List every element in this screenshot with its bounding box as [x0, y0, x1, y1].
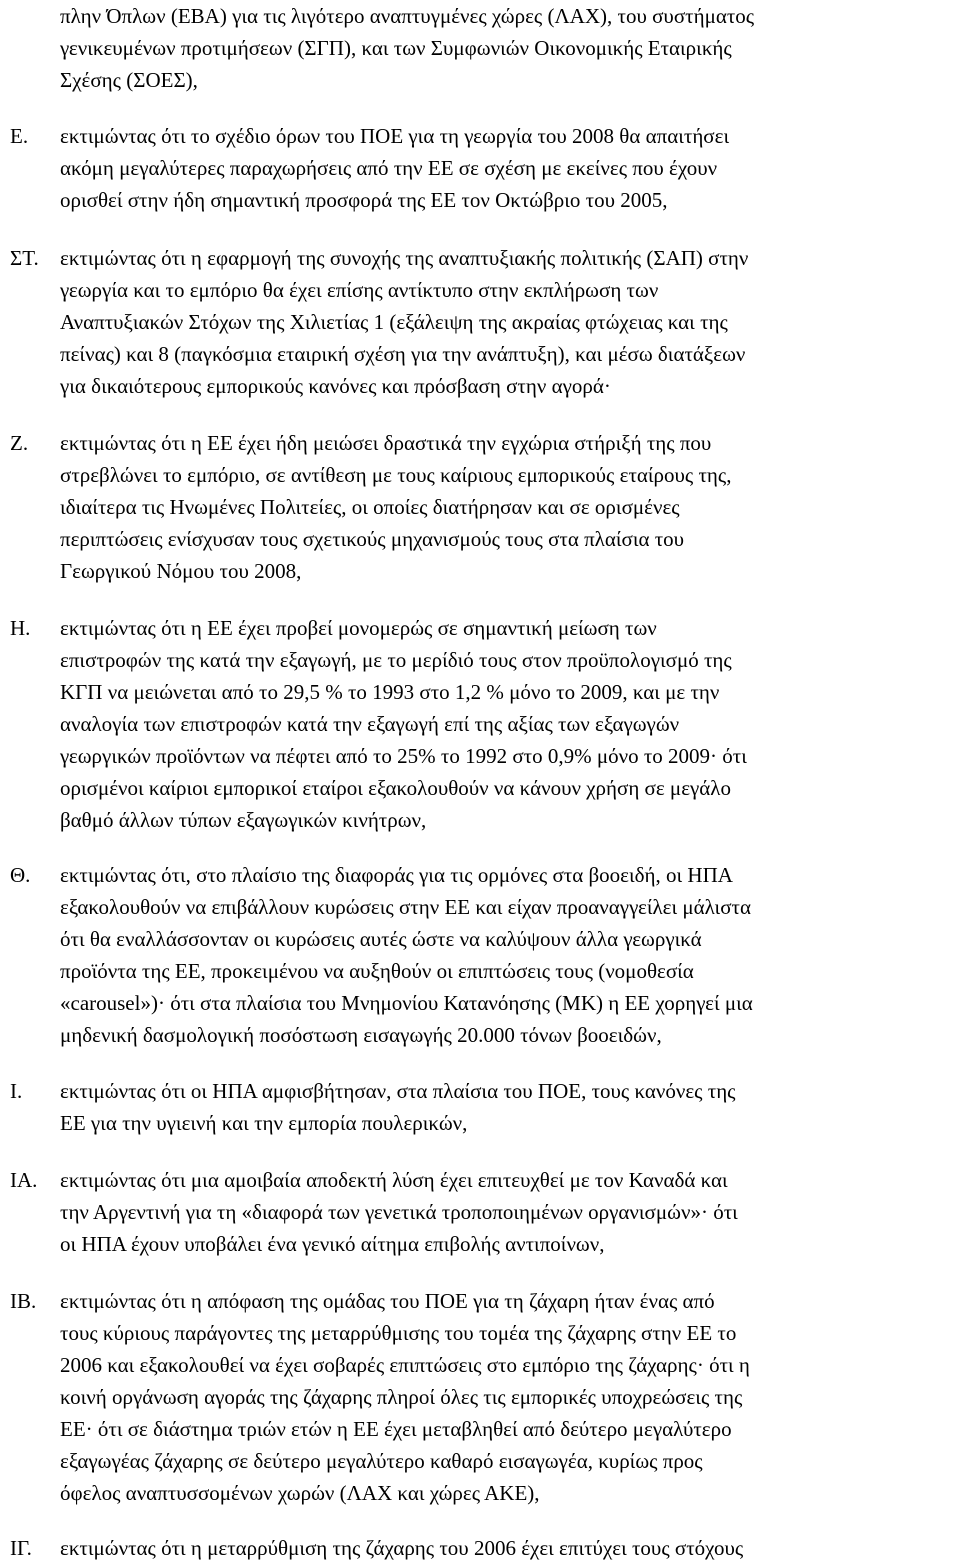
- intro-line: πλην Όπλων (ΕΒΑ) για τις λιγότερο αναπτυγμένες χώρες (ΛΑΧ), του συστήματος: [60, 4, 755, 28]
- recital-line: εκτιμώντας ότι η ΕΕ έχει προβεί μονομερώς σε σημαντική μείωση των: [60, 616, 657, 640]
- recital-line: πείνας) και 8 (παγκόσμια εταιρική σχέση για την ανάπτυξη), και μέσω διατάξεων: [60, 342, 746, 366]
- intro-line: γενικευμένων προτιμήσεων (ΣΓΠ), και των Συμφωνιών Οικονομικής Εταιρικής: [60, 36, 732, 60]
- recital-letter: Ζ.: [10, 431, 29, 455]
- recital-letter: Ε.: [10, 124, 29, 148]
- recital-line: για δικαιότερους εμπορικούς κανόνες και πρόσβαση στην αγορά·: [60, 374, 611, 398]
- recital-letter: ΣΤ.: [10, 246, 39, 270]
- recital-line: οι ΗΠΑ έχουν υποβάλει ένα γενικό αίτημα επιβολής αντιποίνων,: [60, 1232, 605, 1256]
- recital-line: ΕΕ· ότι σε διάστημα τριών ετών η ΕΕ έχει μεταβληθεί από δεύτερο μεγαλύτερο: [60, 1417, 732, 1441]
- recital-letter: ΙΑ.: [10, 1168, 38, 1192]
- recital-line: γεωργικών προϊόντων να πέφτει από το 25% το 1992 στο 0,9% μόνο το 2009· ότι: [60, 744, 747, 768]
- recital-line: κοινή οργάνωση αγοράς της ζάχαρης πληροί όλες τις εμπορικές υποχρεώσεις της: [60, 1385, 743, 1409]
- recital-line: εκτιμώντας ότι μια αμοιβαία αποδεκτή λύση έχει επιτευχθεί με τον Καναδά και: [60, 1168, 728, 1192]
- recital-letter: ΙΒ.: [10, 1289, 37, 1313]
- recital-line: «carousel»)· ότι στα πλαίσια του Μνημονίου Κατανόησης (ΜΚ) η ΕΕ χορηγεί μια: [60, 991, 753, 1015]
- recital-line: εξαγωγέας ζάχαρης σε δεύτερο μεγαλύτερο καθαρό εισαγωγέα, κυρίως προς: [60, 1449, 703, 1473]
- recital-line: εκτιμώντας ότι οι ΗΠΑ αμφισβήτησαν, στα πλαίσια του ΠΟΕ, τους κανόνες της: [60, 1079, 736, 1103]
- recital-line: γεωργία και το εμπόριο θα έχει επίσης αντίκτυπο στην εκπλήρωση των: [60, 278, 659, 302]
- recital-line: εκτιμώντας ότι, στο πλαίσιο της διαφοράς για τις ορμόνες στα βοοειδή, οι ΗΠΑ: [60, 863, 733, 887]
- recital-line: επιστροφών της κατά την εξαγωγή, με το μερίδιό τους στον προϋπολογισμό της: [60, 648, 732, 672]
- recital-line: εκτιμώντας ότι η εφαρμογή της συνοχής της αναπτυξιακής πολιτικής (ΣΑΠ) στην: [60, 246, 749, 270]
- intro-line: Σχέσης (ΣΟΕΣ),: [60, 68, 198, 92]
- recital-line: στρεβλώνει το εμπόριο, σε αντίθεση με τους καίριους εμπορικούς εταίρους της,: [60, 463, 732, 487]
- recital-line: εξακολουθούν να επιβάλλουν κυρώσεις στην ΕΕ και είχαν προαναγγείλει μάλιστα: [60, 895, 751, 919]
- recital-line: εκτιμώντας ότι η ΕΕ έχει ήδη μειώσει δραστικά την εγχώρια στήριξή της που: [60, 431, 712, 455]
- recital-line: αναλογία των επιστροφών κατά την εξαγωγή επί της αξίας των εξαγωγών: [60, 712, 680, 736]
- recital-line: μηδενική δασμολογική ποσόστωση εισαγωγής 20.000 τόνων βοοειδών,: [60, 1023, 662, 1047]
- recital-line: ακόμη μεγαλύτερες παραχωρήσεις από την ΕΕ σε σχέση με εκείνες που έχουν: [60, 156, 718, 180]
- recital-line: όφελος αναπτυσσομένων χωρών (ΛΑΧ και χώρες ΑΚΕ),: [60, 1481, 540, 1505]
- recital-line: ορισμένοι καίριοι εμπορικοί εταίροι εξακολουθούν να κάνουν χρήση σε μεγάλο: [60, 776, 731, 800]
- recital-line: τους κύριους παράγοντες της μεταρρύθμισης του τομέα της ζάχαρης στην ΕΕ το: [60, 1321, 737, 1345]
- recital-line: εκτιμώντας ότι η απόφαση της ομάδας του ΠΟΕ για τη ζάχαρη ήταν ένας από: [60, 1289, 715, 1313]
- recital-letter: ΙΓ.: [10, 1536, 32, 1560]
- recital-line: Αναπτυξιακών Στόχων της Χιλιετίας 1 (εξάλειψη της ακραίας φτώχειας και της: [60, 310, 728, 334]
- recital-line: ιδιαίτερα τις Ηνωμένες Πολιτείες, οι οποίες διατήρησαν και σε ορισμένες: [60, 495, 680, 519]
- recital-line: ορισθεί στην ήδη σημαντική προσφορά της ΕΕ τον Οκτώβριο του 2005,: [60, 188, 668, 212]
- recital-letter: Θ.: [10, 863, 31, 887]
- recital-line: εκτιμώντας ότι η μεταρρύθμιση της ζάχαρης του 2006 έχει επιτύχει τους στόχους: [60, 1536, 744, 1560]
- recital-line: ότι θα εναλλάσσονταν οι κυρώσεις αυτές ώστε να καλύψουν άλλα γεωργικά: [60, 927, 702, 951]
- recital-line: προϊόντα της ΕΕ, προκειμένου να αυξηθούν οι επιπτώσεις τους (νομοθεσία: [60, 959, 694, 983]
- recital-line: Γεωργικού Νόμου του 2008,: [60, 559, 302, 583]
- recital-line: ΚΓΠ να μειώνεται από το 29,5 % το 1993 στο 1,2 % μόνο το 2009, και με την: [60, 680, 720, 704]
- recital-line: ΕΕ για την υγιεινή και την εμπορία πουλερικών,: [60, 1111, 468, 1135]
- recital-line: εκτιμώντας ότι το σχέδιο όρων του ΠΟΕ για τη γεωργία του 2008 θα απαιτήσει: [60, 124, 730, 148]
- recital-line: περιπτώσεις ενίσχυσαν τους σχετικούς μηχανισμούς τους στα πλαίσια του: [60, 527, 685, 551]
- recital-line: βαθμό άλλων τύπων εξαγωγικών κινήτρων,: [60, 808, 427, 832]
- recital-line: την Αργεντινή για τη «διαφορά των γενετικά τροποποιημένων οργανισμών»· ότι: [60, 1200, 738, 1224]
- recital-line: 2006 και εξακολουθεί να έχει σοβαρές επιπτώσεις στο εμπόριο της ζάχαρης· ότι η: [60, 1353, 750, 1377]
- recital-letter: Ι.: [10, 1079, 23, 1103]
- recital-letter: Η.: [10, 616, 31, 640]
